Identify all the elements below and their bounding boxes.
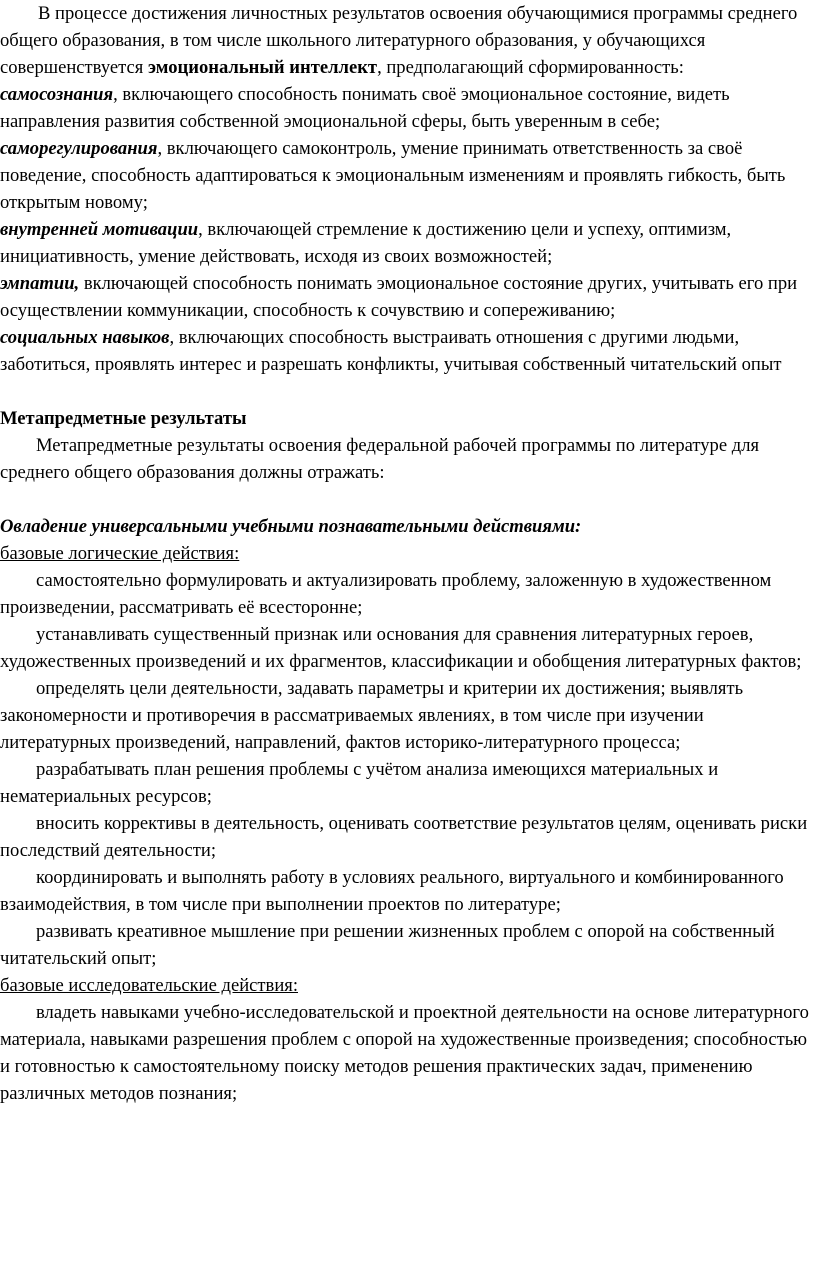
logic-item: самостоятельно формулировать и актуализировать проблему, заложенную в художественном произведении, рассматривать её всесторонне; [0, 570, 772, 618]
trait-paragraph [0, 270, 810, 324]
trait-paragraph [0, 81, 810, 135]
logic-item: определять цели деятельности, задавать параметры и критерии их достижения; выявлять закономерности и противоречия в рассматриваемых явлениях, в том числе при изучении литературных произведений, направлений, фактов историко-литературного процесса; [0, 678, 744, 753]
intro-text-before: В процессе достижения личностных результатов освоения обучающимися программы среднего общего образования, в том числе школьного литературного образования, у обучающихся совершенствуется [0, 3, 798, 78]
subsection-heading: Овладение универсальными учебными познавательными действиями: [0, 516, 582, 537]
trait-text: , включающего самоконтроль, умение принимать ответственность за своё поведение, способность адаптироваться к эмоциональным изменениям и проявлять гибкость, быть открытым новому; [0, 138, 786, 213]
logic-item: устанавливать существенный признак или основания для сравнения литературных героев, художественных произведений и их фрагментов, классификации и обобщения литературных фактов; [0, 624, 802, 672]
logic-item: вносить коррективы в деятельность, оценивать соответствие результатов целям, оценивать риски последствий деятельности; [0, 813, 808, 861]
intro-text-after: , предполагающий сформированность: [377, 57, 684, 78]
section-intro: Метапредметные результаты освоения федеральной рабочей программы по литературе для среднего общего образования должны отражать: [0, 435, 760, 483]
research-actions-label: базовые исследовательские действия: [0, 975, 298, 996]
trait-paragraph [0, 135, 810, 216]
logic-item: координировать и выполнять работу в условиях реального, виртуального и комбинированного взаимодействия, в том числе при выполнении проектов по литературе; [0, 867, 784, 915]
trait-text: , включающей стремление к достижению цели и успеху, оптимизм, инициативность, умение действовать, исходя из своих возможностей; [0, 219, 732, 267]
intro-paragraph [0, 0, 810, 81]
trait-term: внутренней мотивации [0, 219, 199, 240]
trait-text: включающей способность понимать эмоциональное состояние других, учитывать его при осуществлении коммуникации, способность к сочувствию и сопереживанию; [0, 273, 798, 321]
trait-paragraph [0, 324, 810, 378]
trait-paragraph [0, 216, 810, 270]
trait-term: самосознания [0, 84, 114, 105]
logic-item: разрабатывать план решения проблемы с учётом анализа имеющихся материальных и нематериальных ресурсов; [0, 759, 719, 807]
logic-actions-label: базовые логические действия: [0, 543, 240, 564]
logic-item: развивать креативное мышление при решении жизненных проблем с опорой на собственный читательский опыт; [0, 921, 775, 969]
trait-text: , включающего способность понимать своё эмоциональное состояние, видеть направления развития собственной эмоциональной сферы, быть уверенным в себе; [0, 84, 730, 132]
research-item: владеть навыками учебно-исследовательской и проектной деятельности на основе литературного материала, навыками разрешения проблем с опорой на художественные произведения; способностью и готовностью к самостоятельному поиску методов решения практических задач, применению различных методов познания; [0, 1002, 809, 1104]
trait-term: социальных навыков [0, 327, 170, 348]
trait-term: саморегулирования [0, 138, 158, 159]
section-heading: Метапредметные результаты [0, 408, 247, 429]
trait-term: эмпатии, [0, 273, 80, 294]
trait-text: , включающих способность выстраивать отношения с другими людьми, заботиться, проявлять интерес и разрешать конфликты, учитывая собственный читательский опыт [0, 327, 782, 375]
intro-bold-term: эмоциональный интеллект [147, 57, 378, 78]
